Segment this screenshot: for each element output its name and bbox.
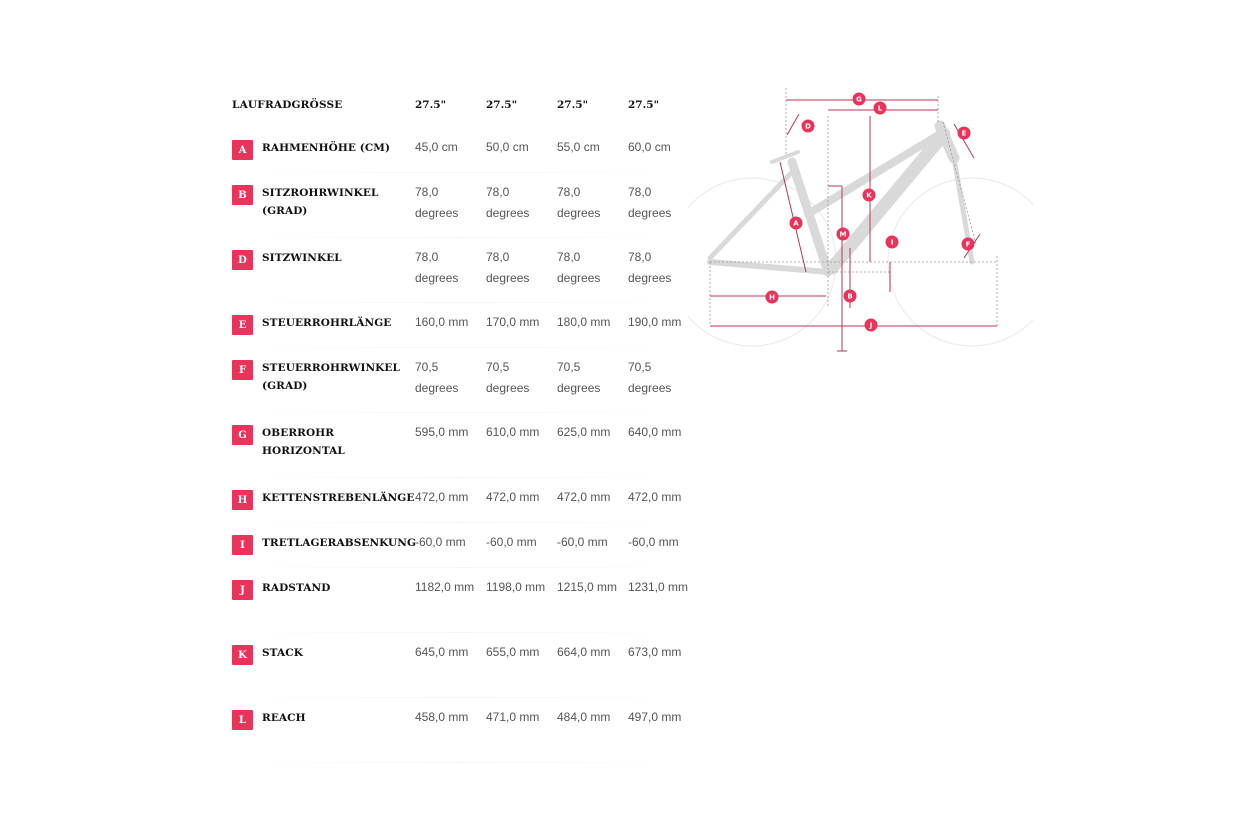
marker-letter: A: [793, 219, 799, 228]
marker-letter: K: [866, 191, 872, 200]
dimension-value: 655,0 mm: [486, 645, 540, 659]
dimension-letter-badge: E: [232, 315, 253, 335]
dimension-value: 70,5 degrees: [557, 360, 601, 395]
table-body: [230, 128, 690, 763]
dimension-value: 78,0 degrees: [415, 185, 459, 220]
dimension-label: TRETLAGERABSENKUNG: [262, 537, 417, 549]
dimension-value: 458,0 mm: [415, 710, 469, 724]
table-row: [230, 478, 690, 523]
dimension-value: 45,0 cm: [415, 140, 458, 154]
dimension-label: RAHMENHÖHE (CM): [262, 142, 391, 154]
size-header-3: 27.5": [557, 99, 589, 111]
dimension-letter-badge: K: [232, 645, 253, 665]
dimension-value: 472,0 mm: [557, 490, 611, 504]
dimension-value: 78,0 degrees: [557, 250, 601, 285]
table-row: [230, 568, 690, 633]
dimension-value: 673,0 mm: [628, 645, 682, 659]
dimension-value: 55,0 cm: [557, 140, 600, 154]
marker-letter: H: [769, 293, 775, 302]
table-row: [230, 698, 690, 763]
dimension-letter-badge: I: [232, 535, 253, 555]
dimension-value: 78,0 degrees: [628, 250, 672, 285]
dimension-letter-badge: D: [232, 250, 253, 270]
dimension-value: 160,0 mm: [415, 315, 469, 329]
size-header-2: 27.5": [486, 99, 518, 111]
marker-letter: F: [965, 240, 971, 249]
dimension-value: 497,0 mm: [628, 710, 682, 724]
dimension-letter-badge: H: [232, 490, 253, 510]
dimension-value: 70,5 degrees: [415, 360, 459, 395]
dimension-value: 70,5 degrees: [628, 360, 672, 395]
dimension-value: 595,0 mm: [415, 425, 469, 439]
marker-letter: J: [869, 321, 873, 330]
dimension-value: 1182,0 mm: [415, 580, 475, 594]
marker-d: [802, 120, 815, 133]
dimension-value: 78,0 degrees: [415, 250, 459, 285]
size-header-1: 27.5": [415, 99, 447, 111]
marker-letter: B: [847, 292, 853, 301]
marker-l: [874, 102, 887, 115]
dimension-value: -60,0 mm: [415, 535, 466, 549]
marker-b: [844, 290, 857, 303]
table-row: [230, 128, 690, 173]
marker-i: [886, 236, 899, 249]
table-row: [230, 523, 690, 568]
dimension-value: 1231,0 mm: [628, 580, 689, 594]
dimension-value: 78,0 degrees: [486, 185, 530, 220]
dimension-value: 70,5 degrees: [486, 360, 530, 395]
dimension-value: 610,0 mm: [486, 425, 540, 439]
dimension-label: STEUERROHRWINKEL (GRAD): [262, 362, 400, 392]
marker-letter: G: [856, 95, 862, 104]
table-row: [230, 633, 690, 698]
table-row: [230, 238, 690, 303]
dimension-value: 60,0 cm: [628, 140, 671, 154]
dimension-label: STEUERROHRLÄNGE: [262, 317, 392, 329]
dimension-value: 190,0 mm: [628, 315, 682, 329]
table-header-row: [230, 96, 690, 128]
table-row: [230, 348, 690, 413]
table-row: [230, 173, 690, 238]
dimension-letter-badge: L: [232, 710, 253, 730]
bike-frame: [710, 126, 972, 272]
marker-e: [958, 127, 971, 140]
dimension-letter-badge: G: [232, 425, 253, 445]
dimension-label: OBERROHR HORIZONTAL: [262, 427, 345, 457]
dimension-value: 484,0 mm: [557, 710, 611, 724]
row-divider: [230, 762, 690, 763]
dimension-label: RADSTAND: [262, 582, 331, 594]
dimension-value: 625,0 mm: [557, 425, 611, 439]
size-header-4: 27.5": [628, 99, 660, 111]
marker-k: [863, 189, 876, 202]
marker-f: [962, 238, 975, 251]
dimension-value: -60,0 mm: [628, 535, 679, 549]
table-row: [230, 413, 690, 478]
dimension-value: 78,0 degrees: [557, 185, 601, 220]
dimension-value: 645,0 mm: [415, 645, 469, 659]
dimension-value: 50,0 cm: [486, 140, 529, 154]
dimension-value: 180,0 mm: [557, 315, 611, 329]
marker-h: [766, 291, 779, 304]
marker-letter: I: [890, 238, 894, 247]
table-row: [230, 303, 690, 348]
dimension-value: 472,0 mm: [415, 490, 469, 504]
marker-m: [837, 228, 850, 241]
dimension-label: REACH: [262, 712, 306, 724]
dimension-value: 664,0 mm: [557, 645, 611, 659]
dimension-value: 78,0 degrees: [486, 250, 530, 285]
marker-letter: M: [839, 230, 847, 239]
dimension-value: 471,0 mm: [486, 710, 540, 724]
dimension-label: KETTENSTREBENLÄNGE: [262, 492, 415, 504]
dimension-lines: [710, 100, 997, 351]
dimension-letter-badge: J: [232, 580, 253, 600]
dimension-value: 472,0 mm: [486, 490, 540, 504]
dimension-label: SITZWINKEL: [262, 252, 342, 264]
dimension-value: 78,0 degrees: [628, 185, 672, 220]
geometry-table: [230, 96, 690, 763]
marker-letter: L: [877, 104, 883, 113]
marker-j: [865, 319, 878, 332]
marker-a: [790, 217, 803, 230]
bike-geometry-diagram: [688, 86, 1033, 356]
dimension-letter-badge: B: [232, 185, 253, 205]
marker-letter: E: [961, 129, 967, 138]
dimension-value: 472,0 mm: [628, 490, 682, 504]
dimension-label: STACK: [262, 647, 303, 659]
dimension-value: -60,0 mm: [557, 535, 608, 549]
dimension-value: 640,0 mm: [628, 425, 682, 439]
dimension-label: SITZROHRWINKEL (GRAD): [262, 187, 379, 217]
marker-g: [853, 93, 866, 106]
dimension-letter-badge: F: [232, 360, 253, 380]
dimension-value: 1215,0 mm: [557, 580, 618, 594]
dimension-value: 1198,0 mm: [486, 580, 546, 594]
dimension-letter-badge: A: [232, 140, 253, 160]
marker-letter: D: [805, 122, 811, 131]
dimension-value: -60,0 mm: [486, 535, 537, 549]
wheel-size-header: LAUFRADGRÖSSE: [232, 99, 343, 111]
dimension-value: 170,0 mm: [486, 315, 540, 329]
